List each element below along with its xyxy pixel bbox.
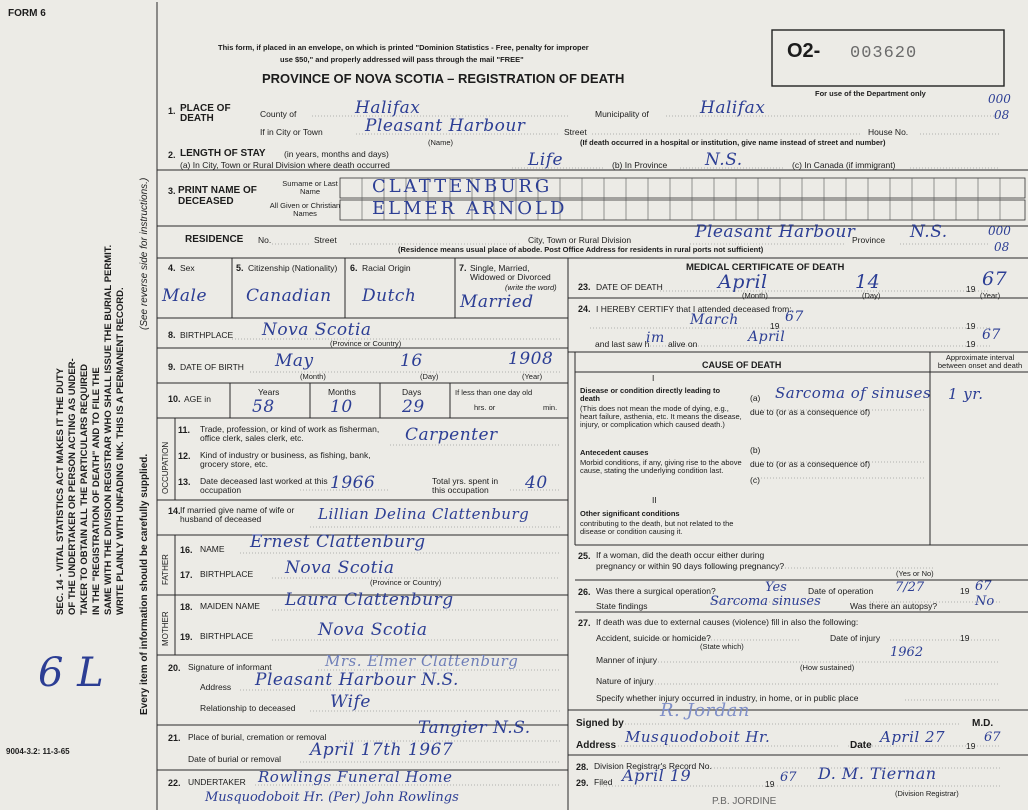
findings-label: State findings [596, 601, 648, 611]
informant-value: Mrs. Elmer Clattenburg [325, 652, 519, 670]
occupation-vertical: OCCUPATION [161, 441, 170, 494]
cause-a-due-to: due to (or as a consequence of) [750, 407, 871, 417]
hospital-note: (If death occurred in a hospital or institution, give name instead of street and number) [580, 138, 886, 147]
mother-maiden-value: Laura Clattenburg [285, 590, 454, 610]
surgical-question: Was there a surgical operation? [596, 586, 716, 596]
operation-year-value: 67 [975, 579, 992, 594]
state-which-note: (State which) [700, 642, 744, 651]
sign-year-value: 67 [984, 730, 1001, 745]
residence-note: (Residence means usual place of abode. Post Office Address for residents in rural ports not sufficient) [398, 245, 764, 254]
surname-value: CLATTENBURG [372, 176, 553, 197]
age-label: AGE in [184, 394, 211, 404]
min-label: min. [543, 403, 558, 412]
item-number-24: 24. [578, 304, 591, 314]
citizenship-label: Citizenship (Nationality) [248, 263, 338, 273]
item-number-20: 20. [168, 663, 181, 673]
woman-question: If a woman, did the death occur either during [596, 550, 765, 560]
age-days-value: 29 [402, 397, 425, 417]
sign-year-prefix: 19 [966, 741, 976, 751]
dob-label: DATE OF BIRTH [180, 362, 244, 372]
burial-place-label: Place of burial, cremation or removal [188, 732, 327, 742]
relationship-label: Relationship to deceased [200, 703, 296, 713]
burial-place-value: Tangier N.S. [418, 718, 531, 738]
father-name-value: Ernest Clattenburg [250, 532, 426, 552]
item-number-16: 16. [180, 545, 193, 555]
side-notice-1: SEC. 14 - VITAL STATISTICS ACT MAKES IT THE DUTY [55, 367, 66, 615]
age-days-label: Days [402, 387, 422, 397]
yes-no-note: (Yes or No) [896, 569, 934, 578]
item-number-3: 3. [168, 186, 176, 196]
cause-part-2: II [652, 495, 657, 505]
city-town-value: Pleasant Harbour [365, 116, 526, 136]
father-name-label: NAME [200, 544, 225, 554]
less-than-day-label: If less than one day old [455, 388, 533, 397]
racial-origin-value: Dutch [362, 286, 417, 306]
stay-province-label: (b) In Province [612, 160, 668, 170]
item-number-25: 25. [578, 551, 591, 561]
attended-from-value: March [690, 312, 739, 328]
operation-date-label: Date of operation [808, 586, 874, 596]
municipality-label: Municipality of [595, 109, 649, 119]
name-paren: (Name) [428, 138, 454, 147]
informant-label: Signature of informant [188, 662, 272, 672]
date-of-death-label: DATE OF DEATH [596, 282, 663, 292]
bottom-signature: P.B. JORDINE [712, 796, 777, 807]
undertaker-value: Rowlings Funeral Home [258, 768, 453, 786]
notice-line-1: This form, if placed in an envelope, on which is printed "Dominion Statistics - Free, penalty for improper [218, 43, 589, 52]
sign-date-value: April 27 [880, 728, 946, 746]
autopsy-label: Was there an autopsy? [850, 601, 938, 611]
injury-date-label: Date of injury [830, 633, 881, 643]
print-name-label: PRINT NAME OF DECEASED [178, 185, 257, 207]
item-number-26: 26. [578, 587, 591, 597]
length-of-stay-label: LENGTH OF STAY [180, 148, 266, 159]
birthplace-note: (Province or Country) [330, 339, 402, 348]
item-number-29: 29. [576, 778, 589, 788]
dob-day-note: (Day) [420, 372, 439, 381]
last-saw-value: im [646, 330, 665, 346]
filed-year-prefix: 19 [765, 779, 775, 789]
age-months-value: 10 [330, 397, 353, 417]
department-note: For use of the Department only [815, 89, 926, 98]
form-label: FORM 6 [8, 8, 46, 19]
cause-a-marker: (a) [750, 393, 761, 403]
surname-label: Surname or Last Name [282, 179, 338, 196]
burial-date-label: Date of burial or removal [188, 754, 282, 764]
mother-maiden-label: MAIDEN NAME [200, 601, 260, 611]
residence-street-label: Street [314, 235, 337, 245]
item-number-5: 5. [236, 263, 244, 273]
medical-certificate-title: MEDICAL CERTIFICATE OF DEATH [686, 262, 845, 273]
item-number-2: 2. [168, 150, 176, 160]
county-value: Halifax [355, 98, 421, 118]
undertaker-address-value: Musquodoboit Hr. (Per) John Rowlings [205, 790, 459, 805]
doctor-address-label: Address [576, 740, 617, 751]
filed-value: April 19 [622, 766, 692, 785]
findings-value: Sarcoma sinuses [710, 594, 821, 609]
burial-date-value: April 17th 1967 [310, 740, 454, 760]
death-day-note: (Day) [862, 291, 881, 300]
item-number-9: 9. [168, 362, 176, 372]
nature-label: Nature of injury [596, 676, 654, 686]
residence-label: RESIDENCE [185, 234, 244, 245]
stay-canada-label: (c) In Canada (if immigrant) [792, 160, 896, 170]
residence-province-label: Province [852, 235, 886, 245]
dept-code-1: 000 [988, 92, 1011, 106]
signed-value: R. Jordan [660, 700, 750, 721]
item-number-19: 19. [180, 632, 193, 642]
item-number-15: 14. [168, 506, 181, 516]
item-number-18: 18. [180, 602, 193, 612]
margin-marks: 6 L [38, 650, 105, 696]
residence-city-label: City, Town or Rural Division [528, 235, 632, 245]
registration-prefix: O2- [787, 40, 821, 62]
item-number-22: 22. [168, 778, 181, 788]
mother-vertical: MOTHER [161, 611, 170, 646]
antecedent-label: Antecedent causes [580, 448, 649, 457]
item-number-23: 23. [578, 282, 591, 292]
given-names-label: All Given or Christian Names [269, 201, 341, 218]
injury-year-value: 1962 [890, 645, 924, 660]
total-years-label: Total yrs. spent in this occupation [432, 476, 499, 495]
attended-from-year-value: 67 [785, 309, 804, 325]
death-month-note: (Month) [742, 291, 768, 300]
notice-line-2: use $50," and properly addressed will pass through the mail "FREE" [280, 55, 524, 64]
item-number-17: 17. [180, 570, 193, 580]
write-word-note: (write the word) [505, 283, 557, 292]
death-day-value: 14 [855, 271, 881, 293]
trade-value: Carpenter [405, 425, 498, 445]
death-year-note: (Year) [980, 291, 1001, 300]
side-notice-5: SAME WITH THE DIVISION REGISTRAR WHO SHALL ISSUE THE BURIAL PERMIT. [103, 244, 114, 615]
alive-on-label: alive on [668, 339, 698, 349]
birthplace-label: BIRTHPLACE [180, 330, 234, 340]
side-bottom-note: Every item of information should be carefully supplied. [139, 453, 150, 715]
death-year-value: 67 [982, 268, 1008, 290]
external-question: If death was due to external causes (violence) fill in also the following: [596, 617, 859, 627]
racial-origin-label: Racial Origin [362, 263, 411, 273]
marital-value: Married [460, 292, 534, 312]
birth-year-value: 1908 [508, 349, 554, 369]
item-number-12: 12. [178, 451, 191, 461]
last-worked-label: Date deceased last worked at this occupation [200, 476, 328, 495]
item-number-28: 28. [576, 762, 589, 772]
sex-value: Male [162, 286, 208, 306]
street-label: Street [564, 127, 587, 137]
father-birthplace-note: (Province or Country) [370, 578, 442, 587]
woman-question-2: pregnancy or within 90 days following pregnancy? [596, 561, 785, 571]
dept-code-4: 08 [994, 240, 1010, 254]
interval-value: 1 yr. [948, 385, 984, 403]
hrs-label: hrs. or [474, 403, 496, 412]
residence-province-value: N.S. [910, 222, 948, 242]
cause-of-death-title: CAUSE OF DEATH [702, 360, 782, 370]
relationship-value: Wife [330, 692, 371, 712]
md-label: M.D. [972, 718, 994, 729]
footer-code: 9004-3.2: 11-3-65 [6, 747, 70, 756]
other-conditions-label: Other significant conditions [580, 509, 680, 518]
industry-label: Kind of industry or business, as fishing, bank, grocery store, etc. [200, 450, 371, 469]
dept-code-3: 000 [988, 224, 1011, 238]
interval-label: Approximate interval between onset and death [937, 353, 1023, 370]
side-notice-2: OF THE UNDERTAKER OR PERSON ACTING AS UNDER- [67, 358, 78, 615]
item-number-4: 4. [168, 263, 176, 273]
citizenship-value: Canadian [246, 286, 332, 306]
spouse-value: Lillian Delina Clattenburg [318, 505, 530, 523]
side-notice-6: WRITE PLAINLY WITH UNFADING INK. THIS IS A PERMANENT RECORD. [115, 287, 126, 615]
father-birthplace-value: Nova Scotia [285, 558, 395, 578]
registrar-note: (Division Registrar) [895, 789, 959, 798]
item-number-13: 13. [178, 477, 191, 487]
side-reverse-note: (See reverse side for instructions.) [139, 177, 150, 330]
age-months-label: Months [328, 387, 356, 397]
doctor-address-value: Musquodoboit Hr. [625, 728, 771, 746]
antecedent-note: Morbid conditions, if any, giving rise to the above cause, stating the underlying condition last. [580, 458, 742, 475]
manner-label: Manner of injury [596, 655, 657, 665]
informant-address-label: Address [200, 682, 232, 692]
death-month-value: April [718, 271, 768, 293]
birth-day-value: 16 [400, 351, 423, 371]
autopsy-value: No [975, 594, 995, 609]
operation-date-value: 7/27 [895, 580, 925, 595]
item-number-21: 21. [168, 733, 181, 743]
father-vertical: FATHER [161, 554, 170, 585]
marital-label: Single, Married, Widowed or Divorced [470, 263, 551, 282]
filed-label: Filed [594, 777, 613, 787]
stay-city-label: (a) In City, Town or Rural Division where death occurred [180, 160, 390, 170]
injury-year-prefix: 19 [960, 633, 970, 643]
last-saw-label: and last saw h [595, 339, 650, 349]
how-sustained-note: (How sustained) [800, 663, 855, 672]
birth-month-value: May [275, 351, 314, 371]
death-year-prefix: 19 [966, 284, 976, 294]
residence-no-label: No. [258, 235, 272, 245]
sex-label: Sex [180, 263, 195, 273]
age-years-label: Years [258, 387, 280, 397]
certify-label: I HEREBY CERTIFY that I attended deceased from: [596, 304, 792, 314]
registrar-value: D. M. Tiernan [818, 764, 937, 783]
disease-note: (This does not mean the mode of dying, e.g., heart failure, asthenia, etc. It means the disease, injury, or complication which caused death.) [580, 404, 742, 429]
alive-year-prefix: 19 [966, 339, 976, 349]
house-no-label: House No. [868, 127, 909, 137]
stay-city-value: Life [528, 150, 564, 170]
stay-province-value: N.S. [705, 150, 743, 170]
side-notice-3: TAKER TO OBTAIN ALL THE PARTICULARS REQUIRED [79, 363, 90, 615]
other-conditions-note: contributing to the death, but not related to the disease or condition causing it. [580, 519, 734, 536]
mother-birthplace-label: BIRTHPLACE [200, 631, 254, 641]
specify-label: Specify whether injury occurred in industry, in home, or in public place [596, 693, 859, 703]
dob-month-note: (Month) [300, 372, 326, 381]
years-months-days: (in years, months and days) [284, 149, 389, 159]
birthplace-value: Nova Scotia [262, 320, 372, 340]
given-names-value: ELMER ARNOLD [372, 198, 568, 219]
undertaker-label: UNDERTAKER [188, 777, 246, 787]
cause-b-due-to: due to (or as a consequence of) [750, 459, 871, 469]
cause-value: Sarcoma of sinuses [775, 384, 932, 402]
item-number-27: 27. [578, 618, 591, 628]
disease-directly-label: Disease or condition directly leading to death [580, 386, 721, 403]
item-number-6: 6. [350, 263, 358, 273]
alive-on-value: April [748, 329, 786, 345]
side-notice-4: IN THE "REGISTRATION OF DEATH" AND TO FILE THE [91, 367, 102, 615]
place-of-death-label: PLACE OF DEATH [180, 103, 231, 124]
county-label: County of [260, 109, 297, 119]
item-number-11: 11. [178, 425, 191, 435]
cause-part-1: I [652, 373, 655, 383]
sign-date-label: Date [850, 740, 872, 751]
residence-city-value: Pleasant Harbour [695, 222, 856, 242]
city-town-label: If in City or Town [260, 127, 323, 137]
dept-code-2: 08 [994, 108, 1010, 122]
item-number-8: 8. [168, 330, 176, 340]
item-number-7: 7. [459, 263, 467, 273]
attended-to-year-prefix: 19 [966, 321, 976, 331]
spouse-label: If married give name of wife or husband of deceased [180, 505, 295, 524]
cause-c-marker: (c) [750, 475, 760, 485]
informant-address-value: Pleasant Harbour N.S. [255, 670, 459, 690]
cause-b-marker: (b) [750, 445, 761, 455]
last-worked-value: 1966 [330, 473, 376, 493]
attended-from-year-prefix: 19 [770, 321, 780, 331]
item-number-1: 1. [168, 106, 176, 116]
operation-year-prefix: 19 [960, 586, 970, 596]
item-number-10: 10. [168, 394, 181, 404]
registration-number: 003620 [850, 44, 918, 63]
trade-label: Trade, profession, or kind of work as fisherman, office clerk, sales clerk, etc. [200, 424, 380, 443]
mother-birthplace-value: Nova Scotia [318, 620, 428, 640]
dob-year-note: (Year) [522, 372, 543, 381]
age-years-value: 58 [252, 397, 275, 417]
municipality-value: Halifax [700, 98, 766, 118]
signed-by-label: Signed by [576, 718, 624, 729]
years-occupation-value: 40 [525, 473, 548, 493]
filed-year-value: 67 [780, 770, 797, 785]
form-title: PROVINCE OF NOVA SCOTIA – REGISTRATION OF DEATH [262, 71, 625, 86]
alive-year-value: 67 [982, 327, 1001, 343]
father-birthplace-label: BIRTHPLACE [200, 569, 254, 579]
surgical-value: Yes [765, 580, 787, 595]
division-record-label: Division Registrar's Record No. [594, 761, 712, 771]
accident-label: Accident, suicide or homicide? [596, 633, 711, 643]
